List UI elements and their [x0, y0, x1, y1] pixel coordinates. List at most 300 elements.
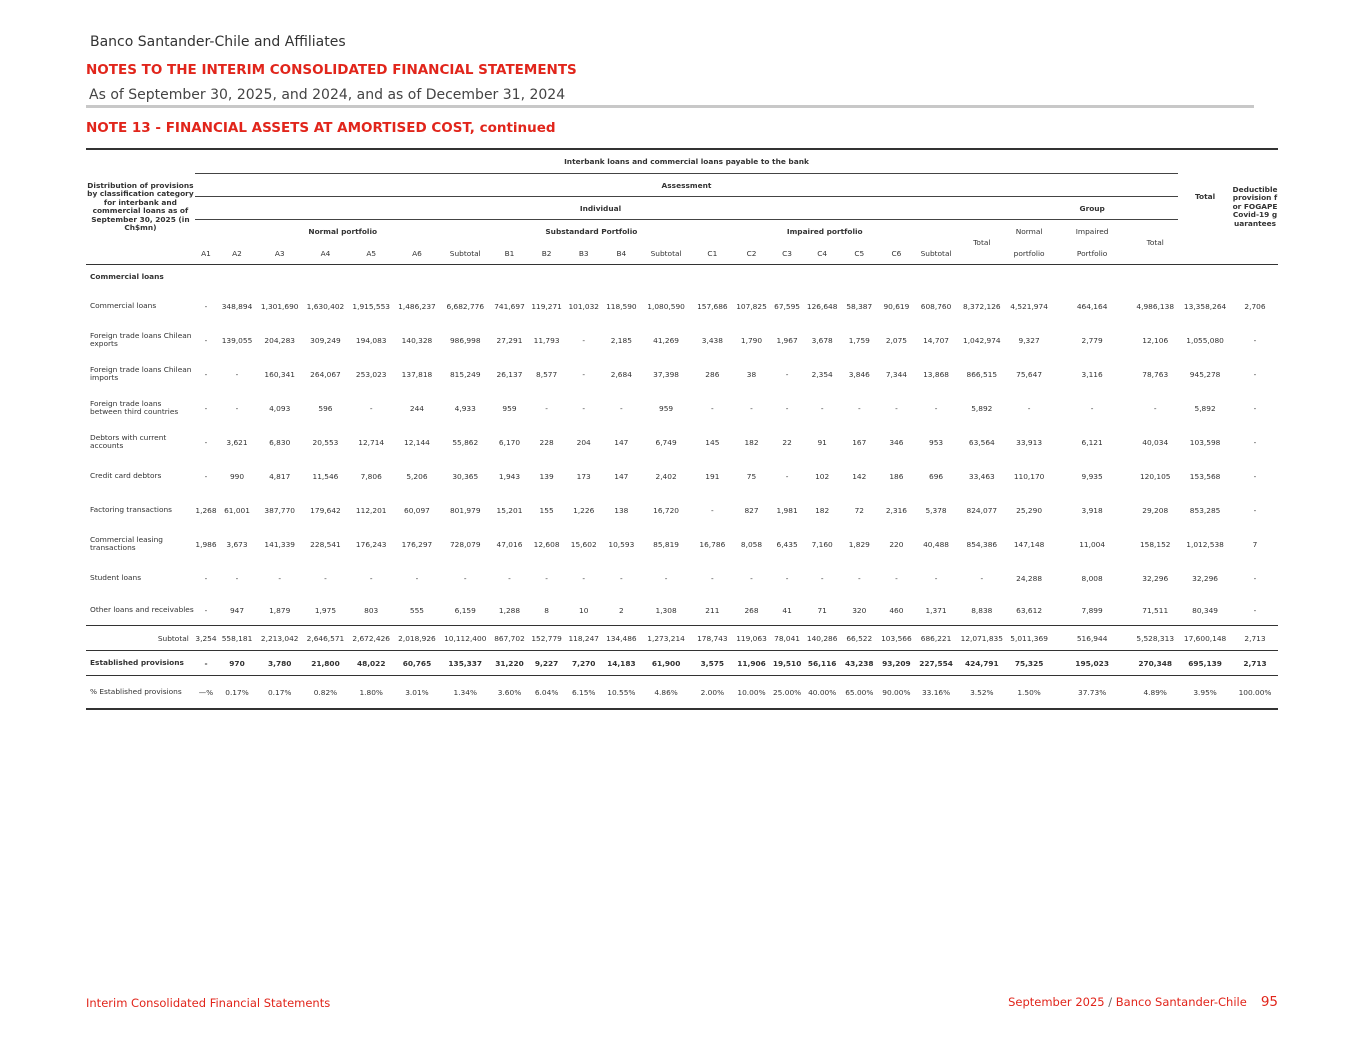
table-cell: 140,286: [804, 626, 841, 651]
table-cell: 13,868: [923, 369, 949, 379]
table-cell: 10,593: [608, 539, 635, 549]
table-cell: -: [1253, 403, 1257, 413]
table-cell: 286: [705, 369, 720, 379]
table-cell: 103,598: [1189, 437, 1221, 447]
table-cell: 7,806: [360, 471, 382, 481]
table-cell: 33,463: [968, 471, 995, 481]
table-row: [86, 527, 1278, 561]
table-cell: 140,328: [401, 335, 433, 345]
table-cell: 4,986,138: [1136, 301, 1175, 311]
table-row: [86, 323, 1278, 357]
table-cell: 959: [659, 403, 674, 413]
table-cell: 959: [502, 403, 517, 413]
table-cell: 741,697: [494, 301, 525, 311]
table-cell: 555: [409, 605, 424, 615]
table-cell: 1,829: [848, 539, 870, 549]
col-a-subtotal: Subtotal: [440, 242, 491, 265]
table-cell: 14,707: [923, 335, 949, 345]
table-cell: 1,879: [269, 605, 291, 615]
table-cell: 3.01%: [394, 676, 440, 710]
col-a6: A6: [394, 242, 440, 265]
table-cell: 176,243: [355, 539, 387, 549]
table-cell: 102: [815, 471, 830, 481]
table-cell: 137,818: [401, 369, 433, 379]
table-cell: 126,648: [806, 301, 838, 311]
table-cell: 7,270: [565, 651, 603, 676]
table-cell: 558,181: [217, 626, 257, 651]
col-c4: C4: [804, 242, 841, 265]
table-cell: 1,486,237: [398, 301, 436, 311]
table-cell: 80,349: [1192, 605, 1219, 615]
table-cell: 40.00%: [804, 676, 841, 710]
col-c2: C2: [733, 242, 771, 265]
col-b2: B2: [528, 242, 565, 265]
table-cell: 41,269: [653, 335, 680, 345]
table-cell: 986,998: [449, 335, 481, 345]
group-impaired-header-top: Impaired: [1075, 226, 1109, 236]
col-c5: C5: [840, 242, 878, 265]
row-label: Established provisions: [86, 651, 195, 676]
table-cell: 2,402: [655, 471, 677, 481]
table-cell: 3,678: [811, 335, 833, 345]
table-cell: 6,830: [269, 437, 291, 447]
top-header: Interbank loans and commercial loans payable to the bank: [195, 149, 1178, 174]
table-cell: 244: [409, 403, 424, 413]
table-cell: -: [278, 573, 282, 583]
table-cell: 2,713: [1232, 626, 1278, 651]
footer-bank: Banco Santander-Chile: [1115, 995, 1247, 1009]
table-cell: 8,008: [1081, 573, 1103, 583]
table-cell: 1,226: [573, 505, 595, 515]
table-cell: 12,106: [1142, 335, 1169, 345]
table-cell: 1,975: [314, 605, 337, 615]
table-cell: 3,673: [226, 539, 248, 549]
table-cell: 6,749: [655, 437, 677, 447]
table-cell: 16,720: [653, 505, 680, 515]
table-cell: 0.17%: [257, 676, 303, 710]
row-label: Other loans and receivables: [90, 604, 194, 614]
table-cell: 953: [929, 437, 944, 447]
table-cell: 4,817: [269, 471, 291, 481]
table-cell: 103,566: [878, 626, 915, 651]
table-cell: 5,011,369: [1006, 626, 1052, 651]
table-cell: 3,780: [257, 651, 303, 676]
table-cell: 6,682,776: [446, 301, 485, 311]
table-cell: 1.50%: [1006, 676, 1052, 710]
table-cell: -: [1253, 471, 1257, 481]
table-cell: 853,285: [1189, 505, 1221, 515]
section-label: Commercial loans: [90, 271, 164, 281]
col-c6: C6: [878, 242, 915, 265]
table-cell: 1,080,590: [647, 301, 685, 311]
table-cell: 204,283: [264, 335, 295, 345]
table-cell: 3,846: [848, 369, 870, 379]
row-label: Foreign trade loans Chilean imports: [90, 364, 192, 382]
footer-left: Interim Consolidated Financial Statements: [86, 996, 331, 1010]
table-cell: -: [369, 573, 373, 583]
table-cell: 110,170: [1013, 471, 1045, 481]
table-cell: 2,646,571: [303, 626, 349, 651]
table-cell: 61,900: [640, 651, 692, 676]
table-cell: 320: [852, 605, 867, 615]
table-cell: -: [820, 403, 824, 413]
table-cell: 158,152: [1139, 539, 1171, 549]
table-cell: 6,121: [1081, 437, 1103, 447]
table-cell: 10.00%: [733, 676, 771, 710]
table-cell: 9,935: [1081, 471, 1103, 481]
table-cell: 152,779: [528, 626, 565, 651]
table-cell: 160,341: [264, 369, 295, 379]
substandard-portfolio-header: Substandard Portfolio: [545, 226, 638, 236]
table-row: [86, 391, 1278, 425]
table-cell: 7,344: [885, 369, 907, 379]
table-cell: 176,297: [401, 539, 433, 549]
table-cell: -: [1253, 437, 1257, 447]
table-row: [86, 289, 1278, 323]
table-cell: -: [1253, 573, 1257, 583]
table-cell: 815,249: [449, 369, 481, 379]
table-cell: 100.00%: [1232, 676, 1278, 710]
table-cell: 107,825: [736, 301, 767, 311]
note-title: NOTE 13 - FINANCIAL ASSETS AT AMORTISED COST, continued: [86, 120, 556, 136]
table-cell: 30,365: [452, 471, 479, 481]
table-row: [86, 561, 1278, 595]
table-cell: 120,105: [1139, 471, 1171, 481]
row-label: Commercial leasing transactions: [90, 534, 163, 552]
table-cell: 8,372,126: [963, 301, 1001, 311]
table-cell: 3.52%: [957, 676, 1006, 710]
table-cell: 516,944: [1052, 626, 1132, 651]
table-row: [86, 425, 1278, 459]
table-cell: 10.55%: [603, 676, 641, 710]
footer-separator: /: [1104, 995, 1116, 1009]
table-cell: 1,273,214: [640, 626, 692, 651]
table-cell: 75,647: [1016, 369, 1043, 379]
table-cell: 65.00%: [840, 676, 878, 710]
table-cell: -: [582, 369, 586, 379]
table-cell: -: [895, 573, 898, 583]
table-cell: 90.00%: [878, 676, 915, 710]
table-cell: 2,684: [610, 369, 632, 379]
table-cell: 464,164: [1076, 301, 1108, 311]
table-cell: 801,979: [449, 505, 481, 515]
table-cell: 867,702: [491, 626, 529, 651]
col-a2: A2: [217, 242, 257, 265]
table-cell: 47,016: [496, 539, 523, 549]
table-cell: 1,288: [498, 605, 521, 615]
table-cell: 1,055,080: [1186, 335, 1224, 345]
table-cell: 12,144: [404, 437, 430, 447]
table-cell: 2,706: [1244, 301, 1266, 311]
table-cell: -: [235, 369, 239, 379]
table-cell: -: [324, 573, 327, 583]
row-label: Student loans: [90, 572, 142, 582]
description-header: Distribution of provisions by classification category for interbank and commercial loans as of September 30, 2025 (in Ch$mn): [86, 149, 195, 265]
table-cell: 78,763: [1142, 369, 1169, 379]
table-cell: -: [195, 651, 217, 676]
total-header: Total: [1178, 149, 1232, 242]
table-cell: 25.00%: [770, 676, 804, 710]
table-cell: 1,981: [776, 505, 798, 515]
table-cell: 153,568: [1189, 471, 1221, 481]
table-cell: 6,170: [498, 437, 521, 447]
table-cell: 2,185: [610, 335, 632, 345]
table-cell: 309,249: [310, 335, 341, 345]
table-row: [86, 357, 1278, 391]
table-cell: 220: [889, 539, 904, 549]
table-cell: 15,201: [496, 505, 523, 515]
row-label: Factoring transactions: [90, 504, 172, 514]
row-label: % Established provisions: [86, 676, 195, 710]
table-cell: 7,899: [1081, 605, 1103, 615]
table-cell: 387,770: [264, 505, 295, 515]
table-cell: 48,022: [348, 651, 394, 676]
table-cell: 139: [539, 471, 554, 481]
table-cell: 270,348: [1132, 651, 1178, 676]
table-cell: 12,608: [533, 539, 560, 549]
table-cell: 29,208: [1142, 505, 1169, 515]
table-cell: 9,227: [528, 651, 565, 676]
table-cell: -: [1253, 335, 1257, 345]
table-cell: 13,358,264: [1183, 301, 1227, 311]
table-cell: 24,288: [1016, 573, 1043, 583]
table-cell: 2,018,926: [394, 626, 440, 651]
table-cell: -: [508, 573, 511, 583]
table-cell: 32,296: [1192, 573, 1219, 583]
date-line: As of September 30, 2025, and 2024, and as of December 31, 2024: [89, 87, 566, 103]
table-cell: 695,139: [1178, 651, 1232, 676]
table-cell: 1,630,402: [306, 301, 345, 311]
table-cell: 228,541: [310, 539, 341, 549]
table-cell: -: [204, 605, 208, 615]
group-impaired-header-bottom: Portfolio: [1052, 242, 1132, 265]
table-cell: 101,032: [568, 301, 599, 311]
table-cell: 1,268: [195, 505, 217, 515]
table-cell: 268: [744, 605, 759, 615]
table-cell: 460: [889, 605, 904, 615]
table-cell: 2.00%: [692, 676, 733, 710]
table-row: [86, 676, 1278, 710]
table-cell: -: [1253, 605, 1257, 615]
table-cell: 253,023: [355, 369, 387, 379]
table-cell: 2,354: [811, 369, 833, 379]
table-cell: 424,791: [957, 651, 1006, 676]
table-cell: 2,672,426: [348, 626, 394, 651]
header-divider: [86, 105, 1254, 108]
table-cell: -: [934, 403, 938, 413]
table-cell: 3,575: [692, 651, 733, 676]
table-cell: 145: [705, 437, 720, 447]
table-cell: 135,337: [440, 651, 491, 676]
group-header: Group: [1006, 197, 1178, 220]
table-cell: —%: [195, 676, 217, 710]
col-b3: B3: [565, 242, 603, 265]
group-normal-header-top: Normal: [1015, 226, 1043, 236]
table-cell: 827: [744, 505, 759, 515]
table-row: [86, 493, 1278, 527]
table-cell: -: [750, 403, 753, 413]
table-cell: 22: [782, 437, 792, 447]
table-cell: 142: [852, 471, 867, 481]
table-cell: 27,291: [496, 335, 523, 345]
table-cell: 55,862: [452, 437, 479, 447]
table-cell: 1,759: [848, 335, 870, 345]
table-cell: 8,058: [740, 539, 763, 549]
table-cell: 4.86%: [640, 676, 692, 710]
table-cell: 596: [318, 403, 333, 413]
table-cell: 264,067: [310, 369, 341, 379]
table-cell: 195,023: [1052, 651, 1132, 676]
table-cell: 3,438: [701, 335, 723, 345]
table-cell: -: [582, 573, 586, 583]
table-cell: 8: [544, 605, 549, 615]
table-cell: 608,760: [920, 301, 952, 311]
table-cell: 118,247: [565, 626, 603, 651]
col-b1: B1: [491, 242, 529, 265]
table-cell: 5,892: [1194, 403, 1216, 413]
table-cell: 686,221: [915, 626, 958, 651]
table-cell: 2,779: [1081, 335, 1103, 345]
table-row: [86, 459, 1278, 493]
table-cell: 348,894: [221, 301, 253, 311]
row-label: Commercial loans: [90, 300, 157, 310]
table-cell: 15,602: [570, 539, 597, 549]
table-cell: 6.15%: [565, 676, 603, 710]
table-cell: 60,765: [394, 651, 440, 676]
col-a5: A5: [348, 242, 394, 265]
table-cell: 1,308: [655, 605, 677, 615]
table-cell: 33.16%: [915, 676, 958, 710]
footer-right: [1008, 994, 1278, 1010]
table-cell: 1,042,974: [963, 335, 1001, 345]
table-cell: 75: [746, 471, 757, 481]
table-row: [86, 651, 1278, 676]
table-cell: 5,892: [971, 403, 993, 413]
table-cell: -: [620, 573, 623, 583]
table-cell: 5,378: [925, 505, 947, 515]
table-cell: 139,055: [221, 335, 253, 345]
table-cell: 14,183: [603, 651, 641, 676]
table-cell: 803: [364, 605, 379, 615]
table-cell: 191: [705, 471, 720, 481]
table-cell: 0.82%: [303, 676, 349, 710]
table-cell: 2: [618, 605, 624, 615]
table-cell: 182: [815, 505, 830, 515]
table-cell: 12,714: [358, 437, 385, 447]
table-cell: 2,075: [885, 335, 907, 345]
table-cell: 2,713: [1232, 651, 1278, 676]
table-cell: 6,159: [454, 605, 476, 615]
table-cell: -: [1090, 403, 1094, 413]
company-name: Banco Santander-Chile and Affiliates: [90, 34, 346, 50]
table-cell: -: [785, 471, 789, 481]
table-cell: -: [1153, 403, 1157, 413]
table-cell: 2,213,042: [257, 626, 303, 651]
provisions-table: [86, 148, 1278, 710]
table-cell: 119,063: [733, 626, 771, 651]
table-cell: 211: [705, 605, 720, 615]
table-cell: 157,686: [697, 301, 728, 311]
row-label: Debtors with current accounts: [90, 432, 167, 450]
table-cell: 6.04%: [528, 676, 565, 710]
table-cell: -: [204, 301, 208, 311]
table-cell: 26,137: [496, 369, 523, 379]
individual-header: Individual: [195, 197, 1006, 220]
table-cell: -: [711, 505, 714, 515]
table-cell: 40,488: [923, 539, 949, 549]
individual-total-header: Total: [957, 220, 1006, 265]
table-cell: 1.80%: [348, 676, 394, 710]
table-cell: 37,398: [653, 369, 680, 379]
table-cell: 71,511: [1142, 605, 1169, 615]
row-label: Foreign trade loans Chilean exports: [90, 330, 192, 348]
table-cell: 85,819: [653, 539, 680, 549]
table-cell: -: [204, 335, 208, 345]
table-cell: 38: [746, 369, 757, 379]
table-cell: 90,619: [883, 301, 910, 311]
table-cell: 9,327: [1018, 335, 1040, 345]
table-cell: -: [235, 403, 239, 413]
table-cell: 60,097: [404, 505, 430, 515]
table-cell: 6,435: [776, 539, 798, 549]
table-cell: -: [369, 403, 373, 413]
table-cell: 32,296: [1142, 573, 1169, 583]
table-cell: -: [934, 573, 938, 583]
table-cell: -: [857, 573, 861, 583]
table-cell: 1,301,690: [260, 301, 299, 311]
table-cell: -: [204, 403, 208, 413]
table-cell: -: [582, 335, 586, 345]
row-label: Foreign trade loans between third countries: [90, 398, 179, 416]
table-cell: 75,325: [1006, 651, 1052, 676]
table-cell: 12,071,835: [957, 626, 1006, 651]
table-cell: 4,093: [269, 403, 291, 413]
table-cell: 11,906: [733, 651, 771, 676]
table-cell: 182: [744, 437, 759, 447]
table-cell: 4,933: [454, 403, 476, 413]
table-cell: 178,743: [692, 626, 733, 651]
table-cell: 227,554: [915, 651, 958, 676]
table-cell: 3.95%: [1178, 676, 1232, 710]
table-cell: 4,521,974: [1010, 301, 1048, 311]
group-total-header: Total: [1132, 220, 1178, 265]
page-number: 95: [1260, 994, 1278, 1010]
table-cell: 2,316: [885, 505, 907, 515]
table-cell: 11,546: [312, 471, 339, 481]
row-label: Subtotal: [86, 626, 195, 651]
table-cell: 3,116: [1081, 369, 1103, 379]
table-cell: 7,160: [811, 539, 833, 549]
table-cell: -: [545, 403, 548, 413]
table-cell: 5,206: [406, 471, 428, 481]
table-cell: -: [1027, 403, 1031, 413]
table-cell: 72: [854, 505, 864, 515]
table-cell: 61,001: [224, 505, 250, 515]
row-label: Credit card debtors: [90, 470, 162, 480]
table-cell: -: [235, 573, 239, 583]
table-cell: 194,083: [355, 335, 387, 345]
table-cell: 167: [852, 437, 867, 447]
col-c1: C1: [692, 242, 733, 265]
table-cell: -: [415, 573, 419, 583]
table-cell: 346: [889, 437, 904, 447]
table-cell: 173: [576, 471, 591, 481]
col-a4: A4: [303, 242, 349, 265]
table-cell: 147: [614, 471, 629, 481]
table-cell: 3.60%: [491, 676, 529, 710]
table-cell: 228: [539, 437, 554, 447]
table-cell: 40,034: [1142, 437, 1169, 447]
